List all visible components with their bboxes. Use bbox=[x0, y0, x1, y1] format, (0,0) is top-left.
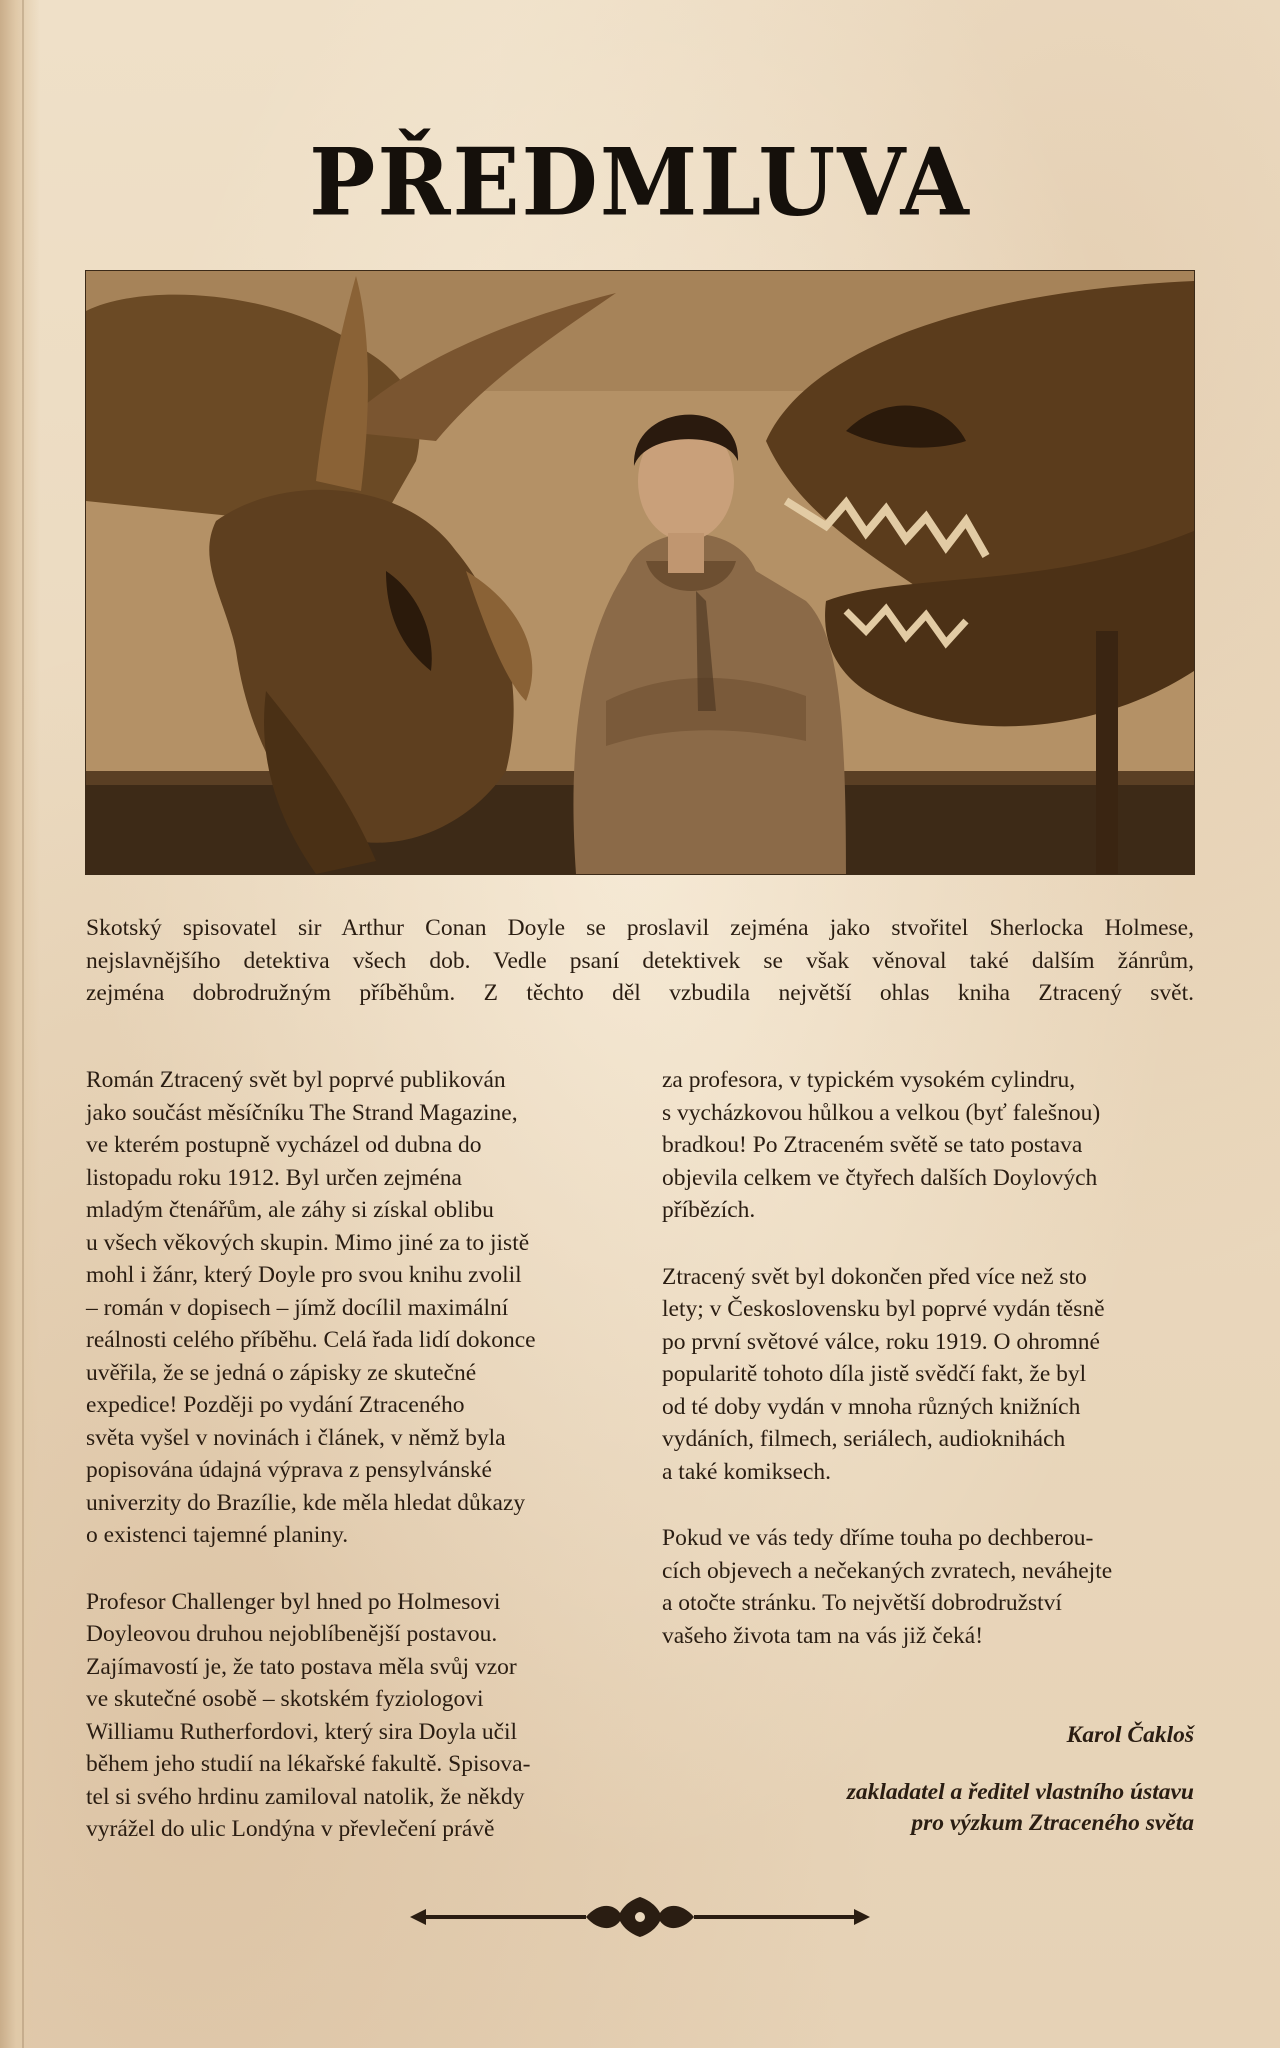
book-spine-shadow bbox=[0, 0, 40, 2048]
right-column bbox=[662, 1064, 1202, 1652]
text-line: mohl i žánr, který Doyle pro svou knihu zvolil bbox=[86, 1262, 522, 1288]
text-line: a otočte stránku. To největší dobrodružství bbox=[662, 1590, 1062, 1616]
photo-illustration bbox=[86, 271, 1194, 874]
text-line: objevila celkem ve čtyřech dalších Doylových bbox=[662, 1164, 1098, 1191]
text-line: jako součást měsíčníku The Strand Magazine, bbox=[86, 1099, 518, 1126]
paragraph-challenger bbox=[86, 1586, 626, 1846]
text-line: tel si svého hrdinu zamiloval natolik, že někdy bbox=[86, 1783, 525, 1810]
text-line: s vycházkovou hůlkou a velkou (byť falešnou) bbox=[662, 1099, 1101, 1126]
text-line: listopadu roku 1912. Byl určen zejména bbox=[86, 1164, 462, 1191]
text-line: reálnosti celého příběhu. Celá řada lidí dokonce bbox=[86, 1327, 536, 1353]
text-line: o existenci tajemné planiny. bbox=[86, 1522, 349, 1548]
paragraph-publication-history bbox=[662, 1261, 1202, 1489]
paragraph-invitation bbox=[662, 1522, 1202, 1652]
text-line: světa vyšel v novinách i článek, v němž byla bbox=[86, 1424, 506, 1451]
paragraph-strand-magazine bbox=[86, 1064, 626, 1552]
left-column bbox=[86, 1064, 626, 1846]
text-line: vašeho života tam na vás již čeká! bbox=[662, 1622, 984, 1649]
text-line: vyrážel do ulic Londýna v převlečení právě bbox=[86, 1816, 495, 1842]
text-line: uvěřila, že se jedná o zápisky ze skutečné bbox=[86, 1359, 477, 1386]
intro-line: nejslavnějšího detektiva všech dob. Vedle psaní detektivek se však věnoval také dalším žánrům, bbox=[86, 947, 1194, 974]
text-line: během jeho studií na lékařské fakultě. Spisova- bbox=[86, 1751, 531, 1777]
text-line: u všech věkových skupin. Mimo jiné za to jistě bbox=[86, 1229, 530, 1256]
text-line: ve skutečné osobě – skotském fyziologovi bbox=[86, 1686, 484, 1712]
paragraph-gap bbox=[662, 1227, 1202, 1261]
text-line: univerzity do Brazílie, kde měla hledat důkazy bbox=[86, 1489, 526, 1516]
book-spine-crease bbox=[22, 0, 24, 2048]
text-line: popisována údajná výprava z pensylvánské bbox=[86, 1457, 492, 1483]
paragraph-gap bbox=[662, 1488, 1202, 1522]
paragraph-gap bbox=[86, 1552, 626, 1586]
text-line: ve kterém postupně vycházel od dubna do bbox=[86, 1132, 482, 1158]
signature-title bbox=[847, 1777, 1194, 1839]
text-line: lety; v Československu byl poprvé vydán těsně bbox=[662, 1296, 1105, 1322]
page-title: PŘEDMLUVA bbox=[309, 127, 971, 237]
ornament-divider-icon bbox=[408, 1895, 872, 1939]
text-line: Profesor Challenger byl hned po Holmesovi bbox=[86, 1588, 501, 1615]
text-line: mladým čtenářům, ale záhy si získal oblibu bbox=[86, 1197, 494, 1223]
signature-title-line: pro výzkum Ztraceného světa bbox=[911, 1810, 1194, 1836]
text-line: Zajímavostí je, že tato postava měla svůj vzor bbox=[86, 1653, 517, 1680]
text-line: příbězích. bbox=[662, 1197, 756, 1223]
text-line: Pokud ve vás tedy dříme touha po dechberou- bbox=[662, 1525, 1094, 1551]
text-line: po první světové válce, roku 1919. O ohromné bbox=[662, 1328, 1100, 1355]
signature-title-line: zakladatel a ředitel vlastního ústavu bbox=[846, 1779, 1194, 1805]
text-line: a také komiksech. bbox=[662, 1458, 832, 1485]
intro-line: Skotský spisovatel sir Arthur Conan Doyle se proslavil zejména jako stvořitel Sherlocka Holmese, bbox=[86, 915, 1194, 941]
text-line: Román Ztracený svět byl poprvé publikován bbox=[86, 1067, 506, 1093]
text-line: bradkou! Po Ztraceném světě se tato postava bbox=[662, 1132, 1083, 1158]
text-line: – román v dopisech – jímž docílil maximální bbox=[86, 1294, 509, 1321]
text-line: popularitě tohoto díla jistě svědčí fakt, že byl bbox=[662, 1361, 1087, 1387]
text-line: Ztracený svět byl dokončen před více než sto bbox=[662, 1263, 1087, 1290]
intro-line: zejména dobrodružným příběhům. Z těchto děl vzbudila největší ohlas kniha Ztracený svět. bbox=[86, 980, 1194, 1006]
text-line: expedice! Později po vydání Ztraceného bbox=[86, 1392, 465, 1418]
text-line: Doyleovou druhou nejoblíbenější postavou. bbox=[86, 1621, 498, 1647]
paragraph-professor-costume bbox=[662, 1064, 1202, 1227]
text-line: vydáních, filmech, seriálech, audioknihách bbox=[662, 1426, 1066, 1452]
text-line: od té doby vydán v mnoha různých knižních bbox=[662, 1393, 1081, 1420]
text-line: cích objevech a nečekaných zvratech, neváhejte bbox=[662, 1557, 1113, 1584]
intro-paragraph bbox=[86, 912, 1194, 1010]
text-line: za profesora, v typickém vysokém cylindru, bbox=[662, 1067, 1076, 1093]
sepia-photo-dinosaur-skulls bbox=[86, 271, 1194, 874]
signature-name: Karol Čakloš bbox=[1066, 1722, 1194, 1748]
text-line: Williamu Rutherfordovi, který sira Doyla učil bbox=[86, 1718, 518, 1745]
